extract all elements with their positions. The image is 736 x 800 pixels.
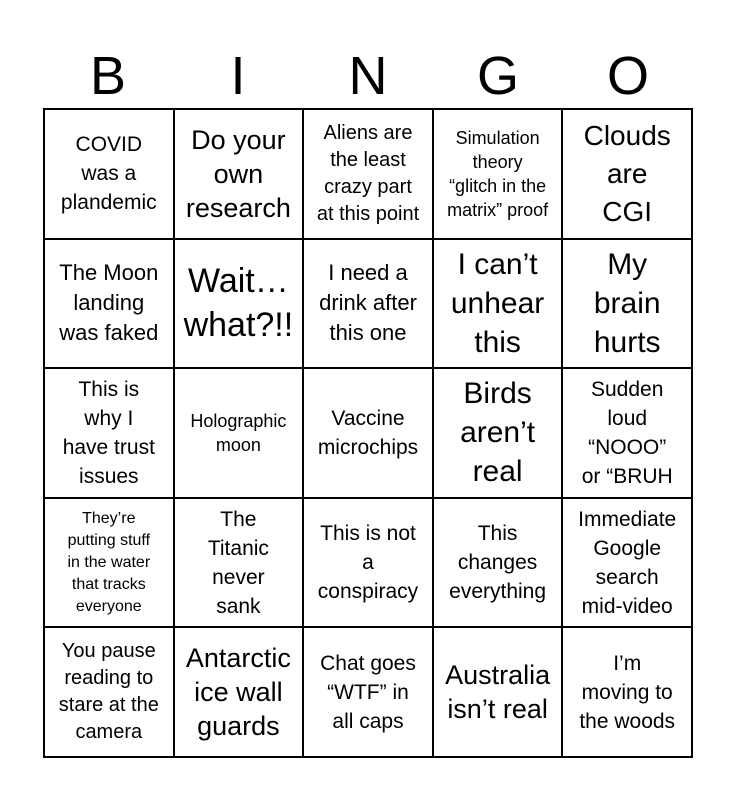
bingo-cell-r4c5[interactable] <box>563 499 693 629</box>
header-letter-n: N <box>348 46 388 106</box>
bingo-cell-text: I can’t unhear this <box>450 247 545 359</box>
bingo-cell-r1c2[interactable] <box>175 110 305 240</box>
bingo-cell-r2c2[interactable] <box>175 240 305 370</box>
bingo-cell-r4c1[interactable] <box>45 499 175 629</box>
bingo-cell-text: I need a drink after this one <box>319 260 417 346</box>
bingo-cell-text: My brain hurts <box>593 247 661 359</box>
bingo-cell-r1c5[interactable] <box>563 110 693 240</box>
bingo-cell-r1c3[interactable] <box>304 110 434 240</box>
bingo-cell-text: Chat goes “WTF” in all caps <box>320 651 416 733</box>
bingo-cell-text: Wait… what?!! <box>183 262 294 345</box>
bingo-cell-text: Aliens are the least crazy part at this point <box>316 121 420 225</box>
bingo-cell-text: Do your own research <box>185 124 291 223</box>
header-letter-g: G <box>476 46 519 106</box>
bingo-cell-text: Simulation theory “glitch in the matrix” proof <box>447 127 549 220</box>
bingo-cell-r5c3[interactable] <box>304 628 434 758</box>
bingo-cell-text: Holographic moon <box>190 410 287 455</box>
header-letter-o: O <box>606 46 649 106</box>
bingo-cell-text: The Titanic never sank <box>207 507 269 618</box>
bingo-cell-text: Clouds are CGI <box>583 119 671 227</box>
bingo-cell-r4c3[interactable] <box>304 499 434 629</box>
bingo-cell-text: Vaccine microchips <box>317 406 419 459</box>
bingo-cell-text: You pause reading to stare at the camera <box>58 640 159 744</box>
bingo-cell-text: Australia isn’t real <box>445 660 551 725</box>
header-letter-b: B <box>89 46 127 106</box>
bingo-cell-r2c3[interactable] <box>304 240 434 370</box>
bingo-cell-r1c1[interactable] <box>45 110 175 240</box>
bingo-cell-text: Immediate Google search mid-video <box>578 507 677 618</box>
bingo-cell-r5c2[interactable] <box>175 628 305 758</box>
bingo-cell-r3c5[interactable] <box>563 369 693 499</box>
bingo-cell-text: COVID was a plandemic <box>60 133 157 215</box>
bingo-cell-r2c1[interactable] <box>45 240 175 370</box>
bingo-header <box>43 44 693 108</box>
bingo-cell-text: The Moon landing was faked <box>59 260 159 346</box>
bingo-cell-r3c4[interactable] <box>434 369 564 499</box>
bingo-cell-text: This is why I have trust issues <box>62 377 155 488</box>
bingo-cell-text: Birds aren’t real <box>460 377 536 489</box>
bingo-cell-r4c4[interactable] <box>434 499 564 629</box>
header-letter-i: I <box>230 46 246 106</box>
bingo-cell-r2c4[interactable] <box>434 240 564 370</box>
bingo-cell-text: Antarctic ice wall guards <box>185 643 291 742</box>
bingo-cell-r3c2[interactable] <box>175 369 305 499</box>
bingo-cell-text: This changes everything <box>449 522 547 604</box>
bingo-cell-r4c2[interactable] <box>175 499 305 629</box>
bingo-cell-r2c5[interactable] <box>563 240 693 370</box>
bingo-cell-r5c1[interactable] <box>45 628 175 758</box>
bingo-cell-text: I’m moving to the woods <box>579 651 676 733</box>
bingo-cell-r1c4[interactable] <box>434 110 564 240</box>
bingo-board <box>43 108 693 758</box>
bingo-cell-r5c4[interactable] <box>434 628 564 758</box>
bingo-cell-r3c1[interactable] <box>45 369 175 499</box>
bingo-cell-text: They’re putting stuff in the water that tracks everyone <box>67 509 151 615</box>
bingo-cell-text: This is not a conspiracy <box>317 522 419 604</box>
bingo-cell-r5c5[interactable] <box>563 628 693 758</box>
bingo-cell-text: Sudden loud “NOOO” or “BRUH <box>581 377 673 488</box>
bingo-cell-r3c3[interactable] <box>304 369 434 499</box>
